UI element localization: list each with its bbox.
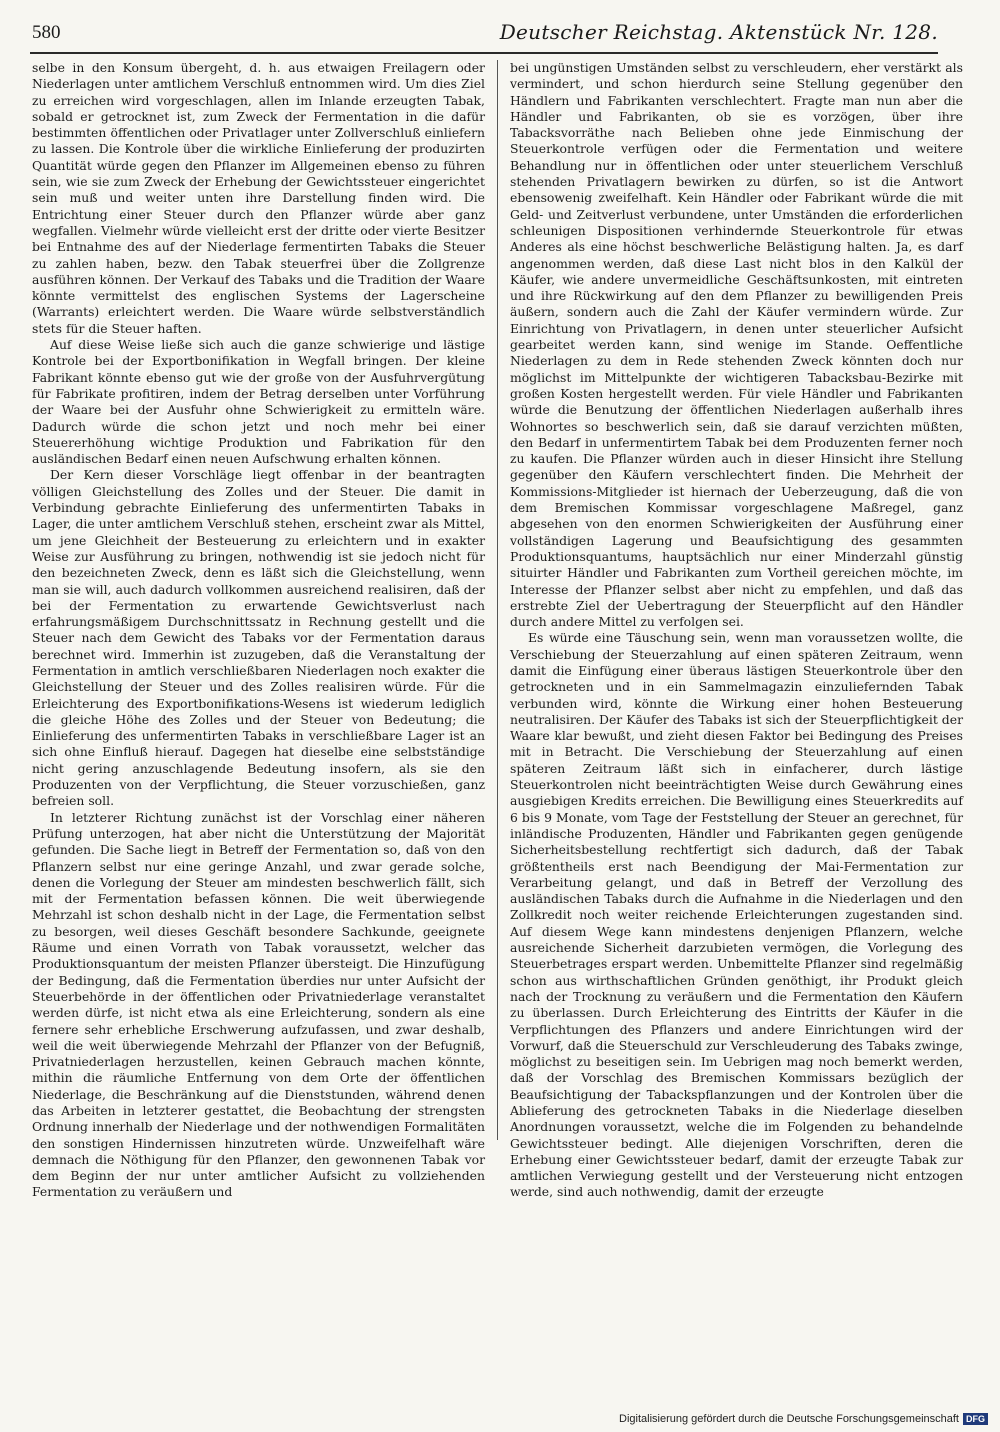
paragraph: In letzterer Richtung zunächst ist der Vorschlag einer näheren Prüfung unterzogen, hat aber nicht die Unterstützung der Majorität gefunden. Die Sache liegt in Betreff der Fermentation so, daß von den Pflanzern selbst nur eine geringe Anzahl, und zwar gerade solche, denen die Vorlegung der Steuer am mindesten beschwerlich fällt, sich mit der Fermentation befassen können. Die weit überwiegende Mehrzahl ist schon deshalb nicht in der Lage, die Fermentation selbst zu besorgen, weil dieses Geschäft besondere Sachkunde, geeignete Räume und einen Vorrath von Tabak voraussetzt, welcher das Produktionsquantum der meisten Pflanzer übersteigt. Die Hinzufügung der Bedingung, daß die Fermentation überdies nur unter Aufsicht der Steuerbehörde in der öffentlichen oder Privatniederlage veranstaltet werden dürfe, ist nicht etwa als eine Erleichterung, sondern als eine fernere sehr erhebliche Erschwerung aufzufassen, und zwar deshalb, weil die weit überwiegende Mehrzahl der Pflanzer von der Befugniß, Privatniederlagen herzustellen, keinen Gebrauch machen könnte, mithin die räumliche Entfernung von dem Orte der öffentlichen Niederlage, die Beschränkung auf die Dienststunden, während denen das Arbeiten in letzterer gestattet, die Beobachtung der strengsten Ordnung innerhalb der Niederlage und der nothwendigen Formalitäten den sonstigen Hindernissen hinzutreten würde. Unzweifelhaft wäre demnach die Nöthigung für den Pflanzer, den gewonnenen Tabak vor dem Beginn der nur unter amtlicher Aufsicht zu vollziehenden Fermentation zu veräußern und (32, 809, 485, 1200)
page-number: 580 (32, 22, 61, 43)
digitization-credit (619, 1413, 988, 1425)
paragraph: Es würde eine Täuschung sein, wenn man voraussetzen wollte, die Verschiebung der Steuerzahlung auf einen späteren Zeitraum, wenn damit die Einfügung einer überaus lästigen Steuerkontrole über den getrockneten und in ein Sammelmagazin einzuliefernden Tabak verbunden wird, könnte die Wirkung einer hohen Besteuerung neutralisiren. Der Käufer des Tabaks ist sich der Steuerpflichtigkeit der Waare klar bewußt, und zieht diesen Faktor bei Bedingung des Preises mit in Betracht. Die Verschiebung der Steuerzahlung auf einen späteren Zeitraum läßt sich in einfacherer, durch lästige Steuerkontrolen nicht beeinträchtigten Weise durch Gewährung eines ausgiebigen Kredits erreichen. Die Bewilligung eines Steuerkredits auf 6 bis 9 Monate, vom Tage der Feststellung der Steuer an gerechnet, für inländische Produzenten, Händler und Fabrikanten gegen genügende Sicherheitsbestellung rechtfertigt sich dadurch, daß der Tabak größtentheils erst nach Beendigung der Mai-Fermentation zur Verarbeitung gelangt, und daß in Betreff der Verzollung des ausländischen Tabaks durch die Aufnahme in die Niederlagen und den Zollkredit noch weiter reichende Erleichterungen zugestanden sind. Auf diesem Wege kann mindestens denjenigen Pflanzern, welche ausreichende Sicherheit darzubieten vermögen, die Vorlegung des Steuerbetrages erspart werden. Unbemittelte Pflanzer sind regelmäßig schon aus wirthschaftlichen Gründen genöthigt, ihr Produkt gleich nach der Trocknung zu veräußern und die Fermentation den Käufern zu überlassen. Durch Erleichterung des Eintritts der Käufer in die Verpflichtungen des Pflanzers und andere Einrichtungen wird der Vorwurf, daß die Steuerschuld zur Verschleuderung des Tabaks zwinge, möglichst zu beseitigen sein. Im Uebrigen mag noch bemerkt werden, daß der Vorschlag des Bremischen Kommissars bezüglich der Beaufsichtigung der Tabackspflanzungen und der Kontrolen über die Ablieferung des getrockneten Tabaks in die Niederlage dieselben Anordnungen voraussetzt, welche die im Folgenden zu behandelnde Gewichtssteuer bedingt. Alle diejenigen Vorschriften, deren die Erhebung einer Gewichtssteuer bedarf, damit der erzeugte Tabak zur amtlichen Verwiegung gestellt und der Versteuerung nicht entzogen werde, sind auch nothwendig, damit der erzeugte (510, 630, 963, 1200)
column-divider (497, 60, 498, 1140)
left-column (32, 60, 485, 1200)
paragraph: selbe in den Konsum übergeht, d. h. aus etwaigen Freilagern oder Niederlagen unter amtlichem Verschluß entnommen wird. Um dies Ziel zu erreichen wird vorgeschlagen, allen im Inlande erzeugten Tabak, sobald er getrocknet ist, zum Zweck der Fermentation in die dafür bestimmten öffentlichen oder Privatlager unter Zollverschluß einliefern zu lassen. Die Kontrole über die wirkliche Einlieferung der produzirten Quantität würde gegen den Pflanzer im Allgemeinen ebenso zu führen sein, wie sie zum Zweck der Erhebung der Gewichtssteuer eingerichtet sein muß und weiter unten ihre Darstellung finden wird. Die Entrichtung einer Steuer durch den Pflanzer würde aber ganz wegfallen. Vielmehr würde vielleicht erst der dritte oder vierte Besitzer bei Entnahme des auf der Niederlage fermentirten Tabaks die Steuer zu zahlen haben, bezw. den Tabak steuerfrei über die Zollgrenze ausführen können. Der Verkauf des Tabaks und die Tradition der Waare könnte vermittelst des englischen Systems der Lagerscheine (Warrants) erleichtert werden. Die Waare würde selbstverständlich stets für die Steuer haften. (32, 60, 485, 336)
paragraph: Auf diese Weise ließe sich auch die ganze schwierige und lästige Kontrole bei der Exportbonifikation in Wegfall bringen. Der kleine Fabrikant könnte ebenso gut wie der große von der Ausfuhrvergütung für Fabrikate profitiren, indem der Betrag derselben unter Vorführung der Waare bei der Ausfuhr ohne Schwierigkeit zu ermitteln wäre. Dadurch würde die schon jetzt und noch mehr bei einer Steuererhöhung wichtige Produktion und Fabrikation für den ausländischen Bedarf einen neuen Aufschwung erhalten können. (32, 337, 485, 467)
page-header (32, 18, 938, 48)
right-column (510, 60, 963, 1200)
credit-text: Digitalisierung gefördert durch die Deutsche Forschungsgemeinschaft (619, 1413, 959, 1425)
dfg-logo: DFG (963, 1413, 988, 1425)
paragraph: Der Kern dieser Vorschläge liegt offenbar in der beantragten völligen Gleichstellung des Zolles und der Steuer. Die damit in Verbindung gebrachte Einlieferung des unfermentirten Tabaks in Lager, die unter amtlichem Verschluß stehen, erscheint zwar als Mittel, um jene Gleichheit der Besteuerung zu erleichtern und in exakter Weise zur Ausführung zu bringen, nothwendig ist sie jedoch nicht für den bezeichneten Zweck, denn es läßt sich die Gleichstellung, wenn man sie will, auch dadurch vollkommen ausreichend realisiren, daß der bei der Fermentation zu erwartende Gewichtsverlust nach erfahrungsmäßigem Durchschnittssatz in Rechnung gestellt und die Steuer nach dem Gewicht des Tabaks vor der Fermentation daraus berechnet wird. Immerhin ist zuzugeben, daß die Veranstaltung der Fermentation in amtlich verschließbaren Niederlagen noch exakter die Gleichstellung der Steuer und des Zolles realisiren würde. Für die Erleichterung des Exportbonifikations-Wesens ist wiederum lediglich die gleiche Höhe des Zolles und der Steuer von Bedeutung; die Einlieferung des unfermentirten Tabaks in verschließbare Lager ist an sich ohne Einfluß hierauf. Dagegen hat dieselbe eine selbstständige nicht gering anzuschlagende Bedeutung insofern, als sie den Produzenten von der Verpflichtung, die Steuer vorzuschießen, ganz befreien soll. (32, 467, 485, 809)
paragraph: bei ungünstigen Umständen selbst zu verschleudern, eher verstärkt als vermindert, und schon hierdurch seine Stellung gegenüber den Händlern und Fabrikanten verschlechtert. Fragte man nun aber die Händler und Fabrikanten, ob sie es vorzögen, über ihre Tabacksvorräthe nach Belieben ohne jede Einmischung der Steuerkontrole verfügen oder die Fermentation und weitere Behandlung nur in öffentlichen oder unter steuerlichem Verschluß stehenden Privatlagern bewirken zu dürfen, so ist die Antwort ebensowenig zweifelhaft. Kein Händler oder Fabrikant würde die mit Geld- und Zeitverlust verbundene, unter Umständen die erforderlichen schleunigen Dispositionen verhindernde Steuerkontrole für etwas Anderes als eine höchst beschwerliche Belästigung halten. Ja, es darf angenommen werden, daß diese Last nicht blos in den Kalkül der Käufer, wie andere unvermeidliche Geschäftsunkosten, mit eintreten und ihre Rückwirkung auf den dem Pflanzer zu bewilligenden Preis äußern, sondern auch die Zahl der Käufer vermindern würde. Zur Einrichtung von Privatlagern, in denen unter steuerlicher Aufsicht gearbeitet werden kann, sind wenige im Stande. Oeffentliche Niederlagen zu dem in Rede stehenden Zweck könnten doch nur möglichst im Mittelpunkte der wichtigeren Tabacksbau-Bezirke mit großen Kosten hergestellt werden. Für viele Händler und Fabrikanten würde die Benutzung der öffentlichen Niederlagen außerhalb ihres Wohnortes so beschwerlich sein, daß sie darauf verzichten müßten, den Bedarf in unfermentirtem Tabak bei dem Produzenten ferner noch zu kaufen. Die Pflanzer würden auch in dieser Hinsicht ihre Stellung gegenüber den Käufern verschlechtert finden. Die Mehrheit der Kommissions-Mitglieder ist hiernach der Ueberzeugung, daß die von dem Bremischen Kommissar vorgeschlagene Maßregel, ganz abgesehen von den enormen Schwierigkeiten der Ausführung einer vollständigen Lagerung und Beaufsichtigung des gesammten Produktionsquantums, hauptsächlich nur einer Minderzahl günstig situirter Händler und Fabrikanten zum Vortheil gereichen möchte, im Interesse der Pflanzer selbst aber nicht zu empfehlen, und daß das erstrebte Ziel der Uebertragung der Steuerpflicht auf den Händler durch andere Mittel zu verfolgen sei. (510, 60, 963, 630)
running-title: Deutscher Reichstag. Aktenstück Nr. 128. (499, 20, 938, 44)
header-rule (30, 52, 938, 54)
